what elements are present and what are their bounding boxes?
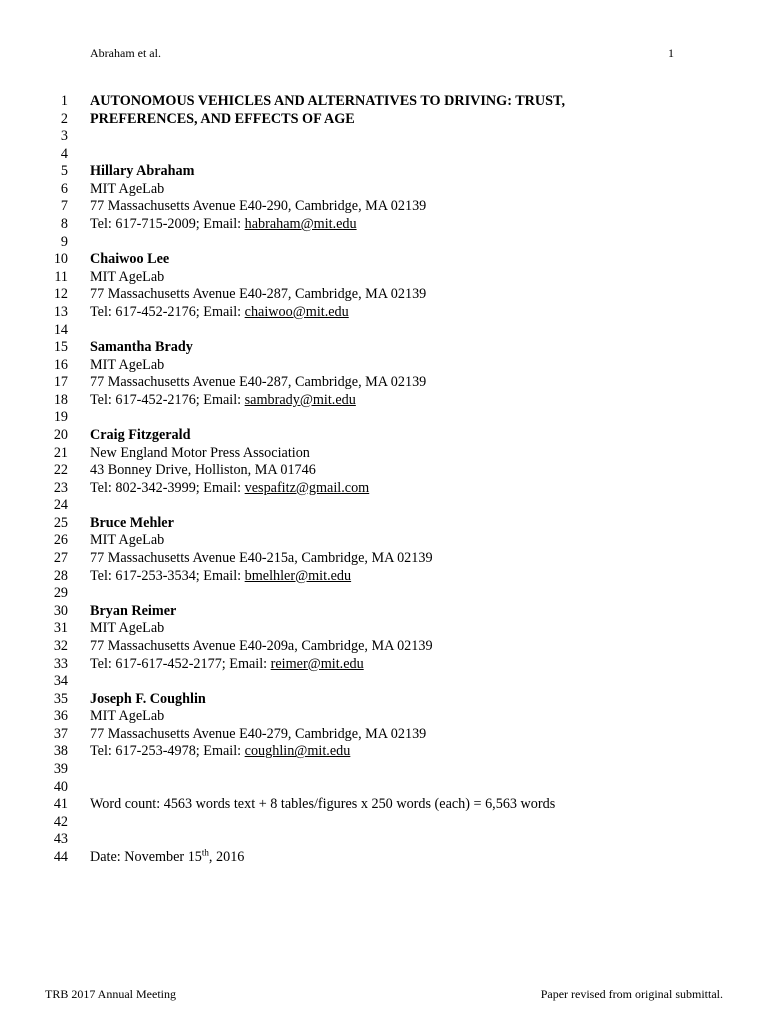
author-affiliation: New England Motor Press Association [90, 444, 310, 461]
line-29 [0, 585, 768, 603]
line-number: 39 [53, 760, 68, 777]
author-address: 77 Massachusetts Avenue E40-287, Cambridge, MA 02139 [90, 374, 427, 391]
line-4 [0, 146, 768, 164]
line-43 [0, 831, 768, 849]
line-number: 27 [53, 550, 68, 567]
author-name: Samantha Brady [90, 339, 193, 356]
author-tel: Tel: 802-342-3999; Email: [90, 479, 245, 496]
line-11 [0, 269, 768, 287]
line-25 [0, 515, 768, 533]
line-number: 19 [53, 409, 68, 426]
line-number: 9 [60, 233, 68, 250]
line-number: 1 [60, 93, 68, 109]
author-tel: Tel: 617-253-4978; Email: [90, 743, 245, 760]
line-number: 38 [53, 743, 68, 760]
line-19 [0, 409, 768, 427]
line-number: 3 [60, 128, 68, 145]
author-contact [90, 480, 369, 498]
line-number: 7 [60, 198, 68, 215]
author-tel: Tel: 617-452-2176; Email: [90, 391, 245, 408]
author-email-link[interactable]: coughlin@mit.edu [244, 743, 351, 760]
line-5 [0, 163, 768, 181]
author-address: 77 Massachusetts Avenue E40-209a, Cambridge, MA 02139 [90, 637, 433, 654]
line-18 [0, 392, 768, 410]
line-number: 36 [53, 708, 68, 725]
line-number: 40 [53, 778, 68, 795]
line-35 [0, 691, 768, 709]
date-prefix: Date: November 15 [90, 848, 202, 865]
line-number: 8 [60, 216, 68, 233]
author-affiliation: MIT AgeLab [90, 620, 165, 637]
author-email-link[interactable]: reimer@mit.edu [270, 655, 364, 672]
line-number: 35 [53, 690, 68, 707]
line-number: 32 [53, 637, 68, 654]
line-number: 42 [53, 813, 68, 830]
line-36 [0, 708, 768, 726]
line-number: 4 [60, 145, 68, 162]
line-number: 22 [53, 462, 68, 479]
line-3 [0, 128, 768, 146]
line-number: 25 [53, 514, 68, 531]
author-contact [90, 304, 349, 322]
numbered-lines [0, 93, 768, 866]
author-name: Joseph F. Coughlin [90, 690, 206, 707]
line-number: 33 [53, 655, 68, 672]
author-contact [90, 568, 351, 586]
author-address: 77 Massachusetts Avenue E40-287, Cambridge, MA 02139 [90, 286, 427, 303]
date-year: , 2016 [208, 848, 245, 865]
line-1 [0, 93, 768, 111]
author-email-link[interactable]: bmelhler@mit.edu [244, 567, 352, 584]
line-34 [0, 673, 768, 691]
line-number: 15 [53, 339, 68, 356]
line-24 [0, 497, 768, 515]
page-number: 1 [668, 46, 674, 60]
line-number: 11 [54, 268, 68, 285]
line-33 [0, 656, 768, 674]
author-contact [90, 216, 357, 234]
author-affiliation: MIT AgeLab [90, 268, 165, 285]
line-number: 26 [53, 532, 68, 549]
line-number: 24 [53, 497, 68, 514]
footer-conference: TRB 2017 Annual Meeting [45, 987, 176, 1001]
author-name: Craig Fitzgerald [90, 426, 191, 443]
author-affiliation: MIT AgeLab [90, 532, 165, 549]
author-address: 43 Bonney Drive, Holliston, MA 01746 [90, 462, 316, 479]
line-20 [0, 427, 768, 445]
line-6 [0, 181, 768, 199]
line-number: 10 [53, 251, 68, 268]
line-41 [0, 796, 768, 814]
author-email-link[interactable]: sambrady@mit.edu [244, 391, 356, 408]
line-42 [0, 814, 768, 832]
line-44 [0, 849, 768, 867]
author-address: 77 Massachusetts Avenue E40-290, Cambridge, MA 02139 [90, 198, 427, 215]
line-10 [0, 251, 768, 269]
line-number: 5 [60, 163, 68, 180]
line-13 [0, 304, 768, 322]
line-number: 28 [53, 567, 68, 584]
line-number: 12 [53, 286, 68, 303]
author-tel: Tel: 617-452-2176; Email: [90, 303, 245, 320]
line-15 [0, 339, 768, 357]
line-number: 30 [53, 602, 68, 619]
date-ordinal-suffix: th [201, 847, 209, 858]
author-affiliation: MIT AgeLab [90, 708, 165, 725]
line-7 [0, 198, 768, 216]
author-contact [90, 656, 364, 674]
author-affiliation: MIT AgeLab [90, 180, 165, 197]
line-number: 6 [60, 180, 68, 197]
word-count: Word count: 4563 words text + 8 tables/figures x 250 words (each) = 6,563 words [90, 796, 556, 813]
author-name: Chaiwoo Lee [90, 251, 170, 268]
line-23 [0, 480, 768, 498]
line-8 [0, 216, 768, 234]
line-number: 16 [53, 356, 68, 373]
line-38 [0, 743, 768, 761]
line-17 [0, 374, 768, 392]
line-number: 34 [53, 673, 68, 690]
paper-title-line-2: PREFERENCES, AND EFFECTS OF AGE [90, 110, 355, 127]
author-address: 77 Massachusetts Avenue E40-279, Cambridge, MA 02139 [90, 725, 427, 742]
author-email-link[interactable]: chaiwoo@mit.edu [244, 303, 349, 320]
author-tel: Tel: 617-715-2009; Email: [90, 216, 245, 233]
line-number: 43 [53, 831, 68, 848]
line-12 [0, 286, 768, 304]
author-name: Bruce Mehler [90, 514, 174, 531]
line-number: 13 [53, 303, 68, 320]
line-number: 17 [53, 374, 68, 391]
line-39 [0, 761, 768, 779]
line-14 [0, 322, 768, 340]
author-email-link[interactable]: vespafitz@gmail.com [244, 479, 370, 496]
author-address: 77 Massachusetts Avenue E40-215a, Cambridge, MA 02139 [90, 550, 433, 567]
line-26 [0, 532, 768, 550]
line-number: 44 [53, 848, 68, 865]
line-32 [0, 638, 768, 656]
line-number: 2 [60, 110, 68, 127]
running-header-author: Abraham et al. [90, 46, 161, 60]
line-number: 29 [53, 585, 68, 602]
line-30 [0, 603, 768, 621]
line-21 [0, 445, 768, 463]
author-name: Hillary Abraham [90, 163, 195, 180]
line-40 [0, 779, 768, 797]
submission-date [90, 849, 244, 867]
line-number: 20 [53, 426, 68, 443]
line-31 [0, 620, 768, 638]
line-number: 23 [53, 479, 68, 496]
footer-note: Paper revised from original submittal. [540, 987, 723, 1001]
line-number: 14 [53, 321, 68, 338]
author-tel: Tel: 617-617-452-2177; Email: [90, 655, 271, 672]
author-contact [90, 392, 356, 410]
line-number: 18 [53, 391, 68, 408]
line-number: 21 [53, 444, 68, 461]
line-37 [0, 726, 768, 744]
line-22 [0, 462, 768, 480]
line-number: 37 [53, 725, 68, 742]
paper-title-line-1: AUTONOMOUS VEHICLES AND ALTERNATIVES TO DRIVING: TRUST, [90, 93, 566, 109]
line-9 [0, 234, 768, 252]
author-email-link[interactable]: habraham@mit.edu [244, 216, 357, 233]
line-27 [0, 550, 768, 568]
line-28 [0, 568, 768, 586]
line-number: 31 [53, 620, 68, 637]
author-contact [90, 743, 350, 761]
line-2 [0, 111, 768, 129]
line-number: 41 [53, 796, 68, 813]
author-affiliation: MIT AgeLab [90, 356, 165, 373]
author-name: Bryan Reimer [90, 602, 177, 619]
author-tel: Tel: 617-253-3534; Email: [90, 567, 245, 584]
line-16 [0, 357, 768, 375]
